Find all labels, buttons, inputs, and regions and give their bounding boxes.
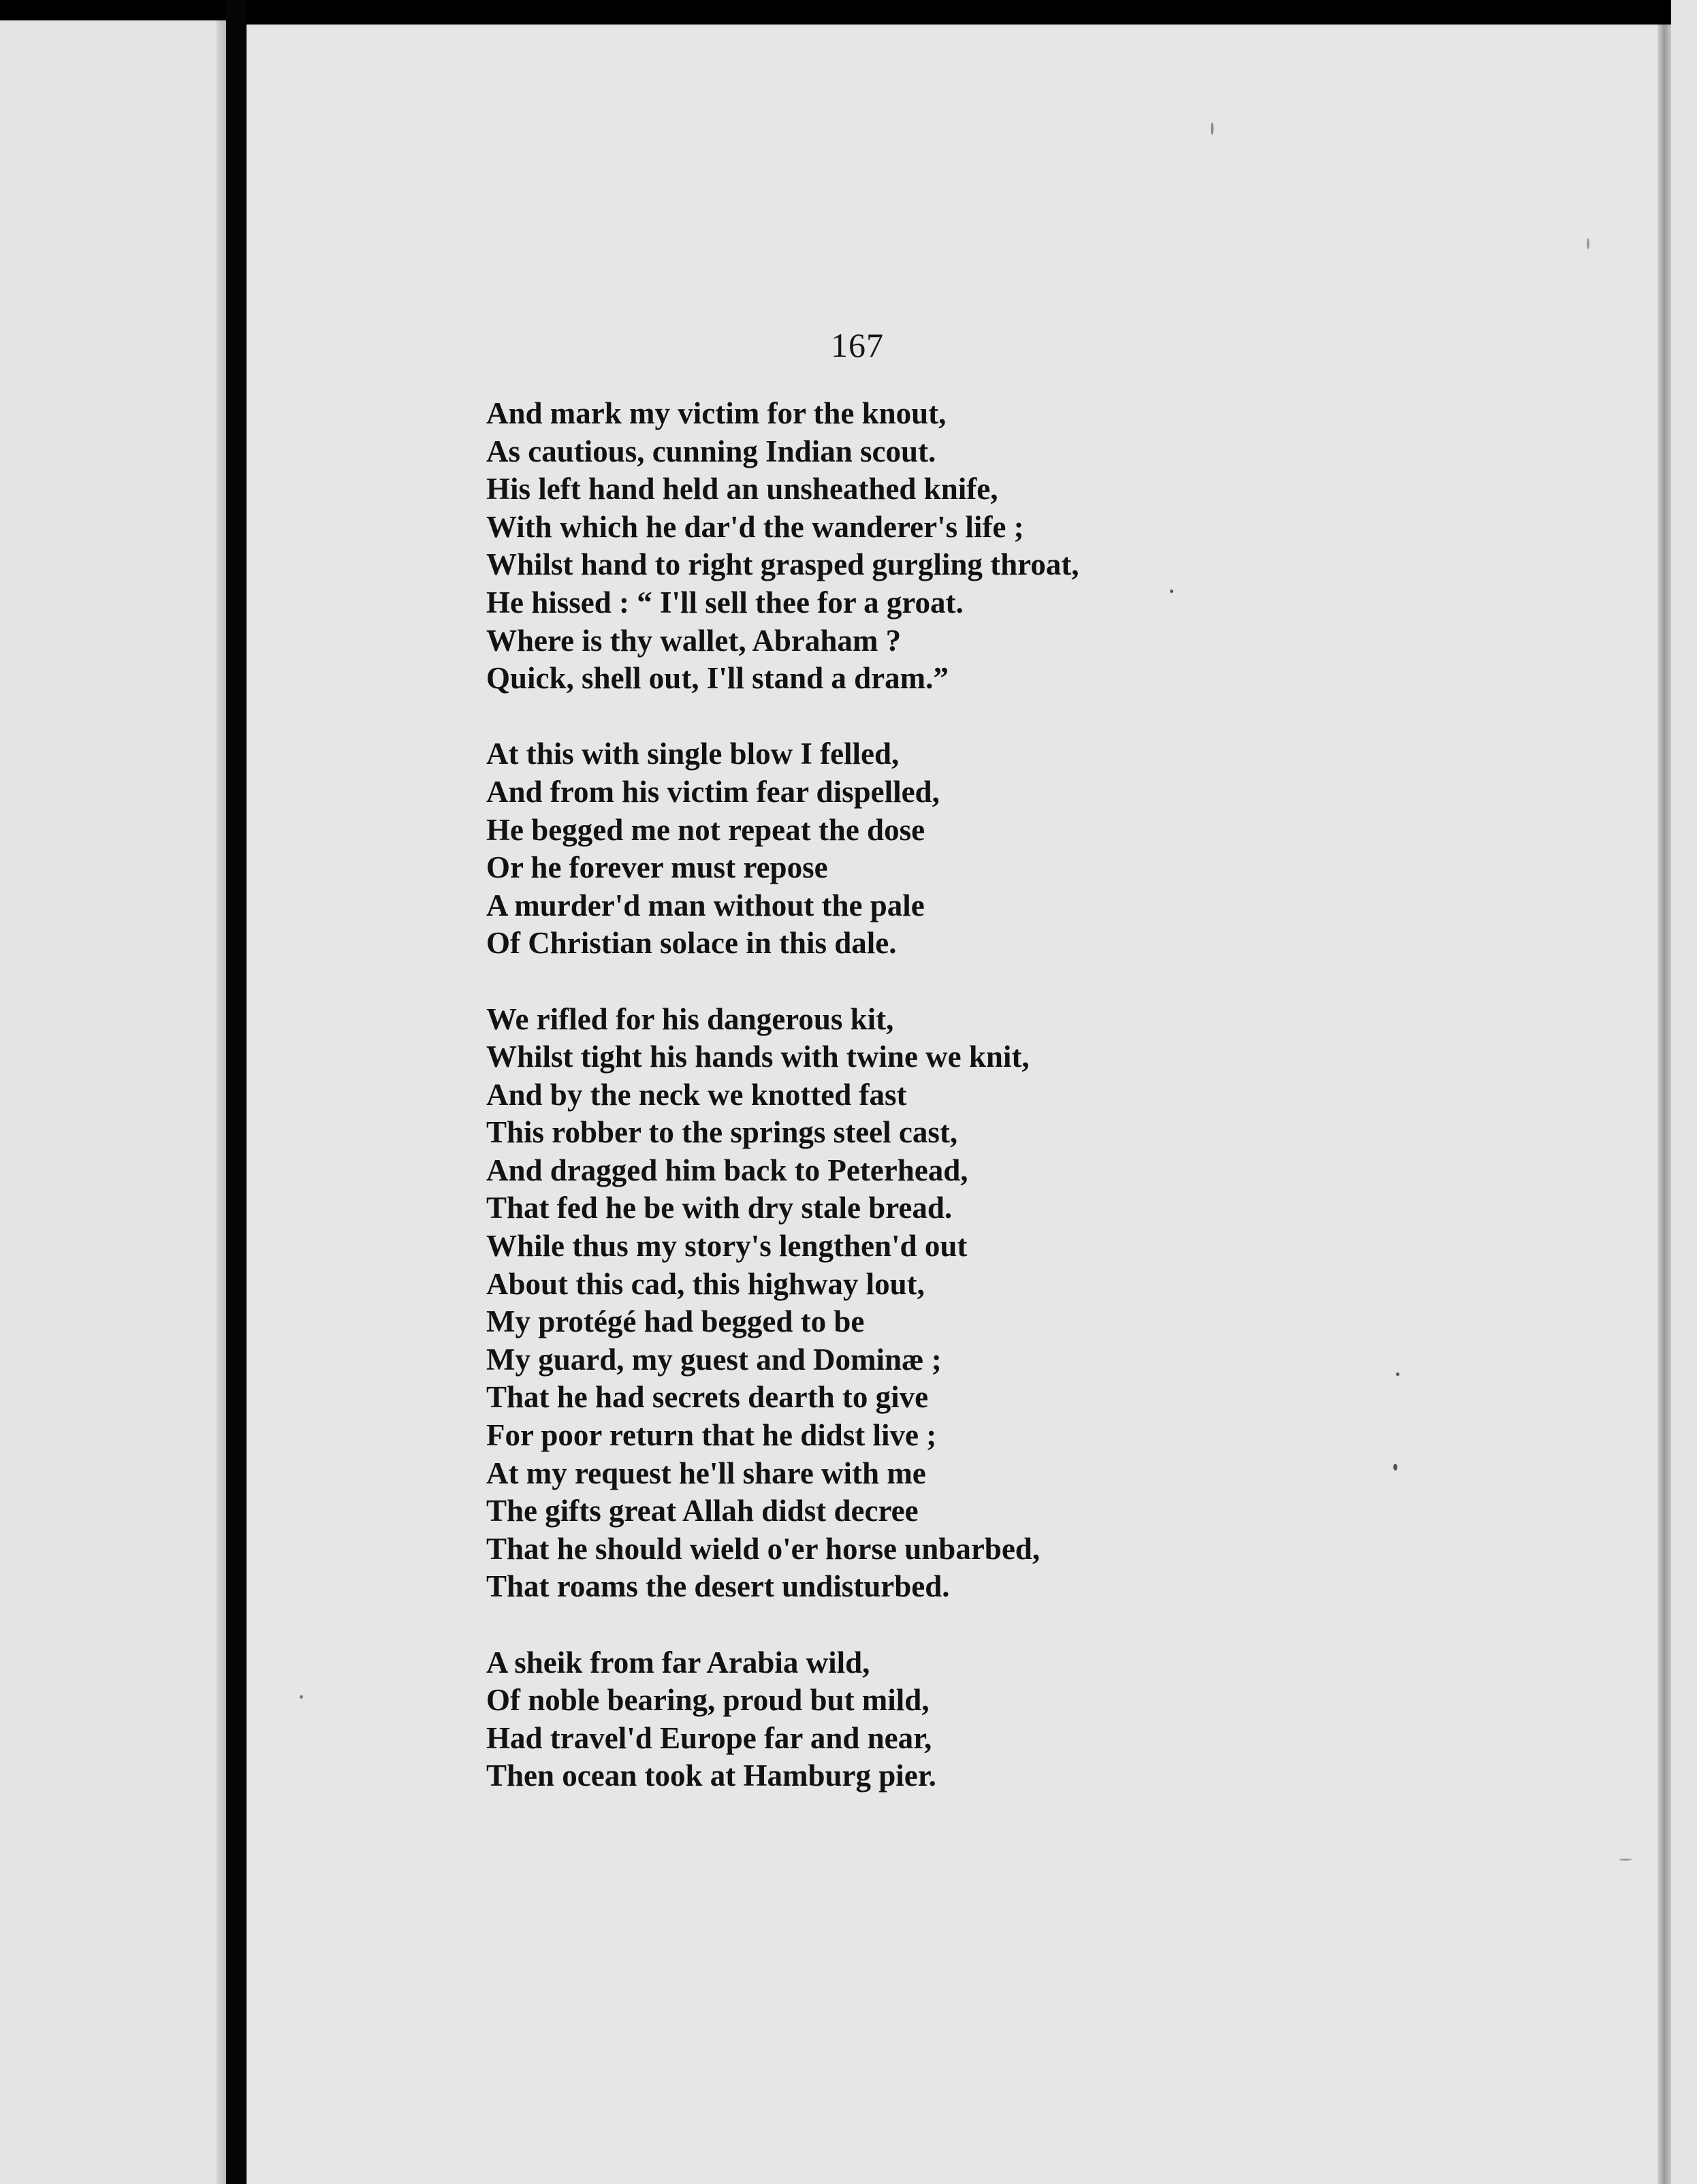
poem-line: A murder'd man without the pale <box>486 888 925 922</box>
poem-line: For poor return that he didst live ; <box>486 1418 937 1453</box>
poem-line: At this with single blow I felled, <box>486 737 900 771</box>
poem-line: That roams the desert undisturbed. <box>486 1569 950 1604</box>
poem-line: Whilst hand to right grasped gurgling throat, <box>486 547 1079 582</box>
poem-line: Of Christian solace in this dale. <box>486 926 897 961</box>
page-edge <box>1658 25 1671 2184</box>
stanza-3 <box>486 1001 1576 1607</box>
poem-line: And from his victim fear dispelled, <box>486 774 940 809</box>
poem-line: He hissed : “ I'll sell thee for a groat. <box>486 585 964 620</box>
poem-line: While thus my story's lengthen'd out <box>486 1229 968 1264</box>
poem-line: Or he forever must repose <box>486 850 828 885</box>
poem-line: That he should wield o'er horse unbarbed, <box>486 1531 1041 1566</box>
poem-line: And mark my victim for the knout, <box>486 396 947 430</box>
poem-line: And by the neck we knotted fast <box>486 1077 907 1112</box>
poem-line: Of noble bearing, proud but mild, <box>486 1683 930 1718</box>
poem-line: My protégé had begged to be <box>486 1304 865 1339</box>
poem-line: At my request he'll share with me <box>486 1456 926 1490</box>
poem-line: This robber to the springs steel cast, <box>486 1115 958 1150</box>
book-gutter <box>226 0 247 2184</box>
poem-text <box>486 395 1576 1833</box>
stanza-1 <box>486 395 1576 698</box>
scan-speck <box>1587 238 1589 249</box>
poem-line: As cautious, cunning Indian scout. <box>486 434 936 468</box>
poem-line: With which he dar'd the wanderer's life ; <box>486 509 1024 544</box>
page-number: 167 <box>831 326 884 364</box>
poem-line: Then ocean took at Hamburg pier. <box>486 1759 936 1793</box>
stanza-4 <box>486 1644 1576 1795</box>
poem-line: Where is thy wallet, Abraham ? <box>486 623 902 658</box>
poem-line: The gifts great Allah didst decree <box>486 1494 919 1528</box>
poem-line: That he had secrets dearth to give <box>486 1380 929 1415</box>
poem-line: And dragged him back to Peterhead, <box>486 1153 968 1187</box>
poem-line: That fed he be with dry stale bread. <box>486 1191 953 1225</box>
poem-line: He begged me not repeat the dose <box>486 812 925 847</box>
scan-speck <box>1619 1859 1632 1861</box>
poem-line: His left hand held an unsheathed knife, <box>486 472 998 507</box>
poem-line: Quick, shell out, I'll stand a dram.” <box>486 661 949 696</box>
facing-page-fold <box>217 20 226 2184</box>
poem-line: Whilst tight his hands with twine we knit, <box>486 1040 1030 1074</box>
poem-line: Had travel'd Europe far and near, <box>486 1720 932 1755</box>
facing-page <box>0 20 226 2184</box>
poem-line: About this cad, this highway lout, <box>486 1266 925 1301</box>
poem-line: We rifled for his dangerous kit, <box>486 1001 894 1036</box>
scan-speck <box>1211 123 1214 135</box>
poem-line: A sheik from far Arabia wild, <box>486 1645 870 1680</box>
stanza-2 <box>486 735 1576 963</box>
poem-line: My guard, my guest and Dominæ ; <box>486 1342 942 1377</box>
scan-speck <box>300 1695 303 1699</box>
scan-margin <box>1671 0 1697 2184</box>
